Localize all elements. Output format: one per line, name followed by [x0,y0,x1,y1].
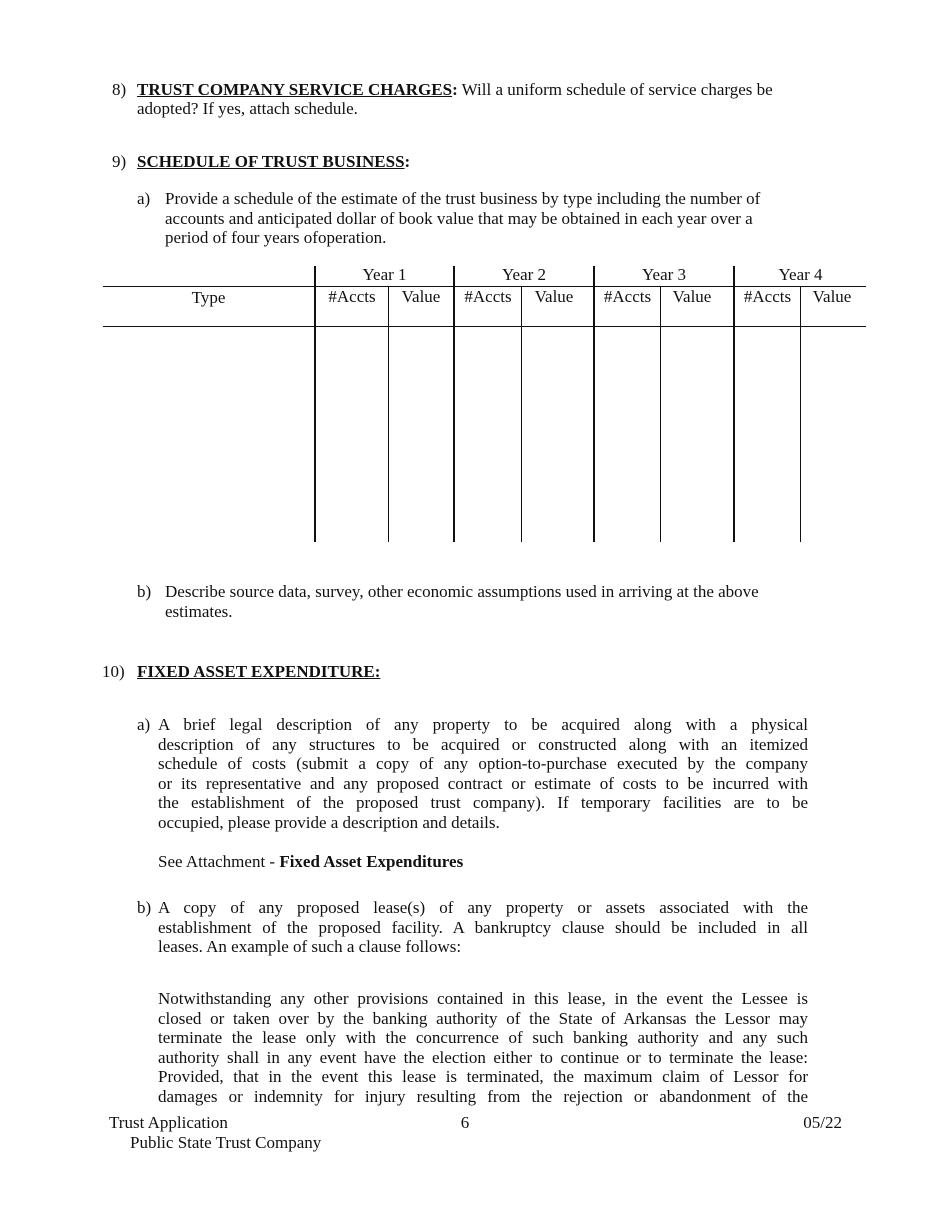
section-8-line1: TRUST COMPANY SERVICE CHARGES: Will a uniform schedule of service charges be [137,80,773,99]
table-subdivider [800,286,801,542]
year-4-value-header: Value [812,287,852,306]
year-3-accts-header: #Accts [603,287,652,306]
table-subdivider [521,286,522,542]
table-subdivider [660,286,661,542]
year-1-accts-header: #Accts [328,287,376,306]
footer-company: Public State Trust Company [130,1133,322,1152]
year-1-header: Year 1 [362,265,407,284]
year-2-accts-header: #Accts [464,287,512,306]
section-8-text: Will a uniform schedule of service charges be [457,80,773,99]
section-9a-marker: a) [137,189,151,208]
attachment-name: Fixed Asset Expenditures [279,852,464,871]
section-10-number: 10) [102,662,125,681]
section-10b-marker: b) [137,898,152,917]
footer-title: Trust Application [109,1113,228,1132]
year-4-header: Year 4 [778,265,823,284]
section-8-line2: adopted? If yes, attach schedule. [137,99,358,118]
table-subdivider [388,286,389,542]
table-body-rule [103,326,866,327]
footer-date-code: 05/22 [803,1113,842,1132]
section-10a-marker: a) [137,715,151,734]
year-3-header: Year 3 [641,265,687,284]
type-column-header: Type [191,288,226,307]
page-number: 6 [460,1113,470,1132]
year-1-value-header: Value [401,287,441,306]
table-divider [453,266,455,542]
section-9-heading: SCHEDULE OF TRUST BUSINESS [137,152,405,171]
table-divider [314,266,316,542]
table-divider [593,266,595,542]
section-10a-text: A brief legal description of any property to be acquired along with a physical description of any structures to be acquired or constructed along with an itemized schedule of costs (submit a copy of any option-to-purchase executed by the company or its representative and any proposed contract or estimate of costs to be incurred with the establishment of the proposed trust company). If temporary facilities are to be occupied, please provide a description and details. [158,715,808,832]
section-9b-text: Describe source data, survey, other economic assumptions used in arriving at the above estimates. [165,582,759,621]
attachment-reference: See Attachment - Fixed Asset Expenditures [158,852,464,871]
table-divider [733,266,735,542]
year-4-accts-header: #Accts [743,287,792,306]
section-10-heading: FIXED ASSET EXPENDITURE: [137,662,381,681]
section-10b-text: A copy of any proposed lease(s) of any property or assets associated with the establishment of the proposed facility. A bankruptcy clause should be included in all leases. An example of such a clause follows: [158,898,808,956]
section-8-number: 8) [112,80,127,99]
section-9b-marker: b) [137,582,152,601]
year-2-value-header: Value [534,287,574,306]
bankruptcy-clause: Notwithstanding any other provisions contained in this lease, in the event the Lessee is closed or taken over by the banking authority of the State of Arkansas the Lessor may terminate the lease only with the concurrence of such banking authority and any such authority shall in any event have the election either to continue or to terminate the lease: Provided, that in the event this lease is terminated, the maximum claim of Lessor for damages or indemnity for injury resulting from the rejection or abandonment of the [158,989,808,1106]
section-9-number: 9) [112,152,127,171]
section-9-heading-line: SCHEDULE OF TRUST BUSINESS: [137,152,411,171]
year-2-header: Year 2 [501,265,547,284]
section-9a-text: Provide a schedule of the estimate of the trust business by type including the number of accounts and anticipated dollar of book value that may be obtained in each year over a period of four years ofoperation. [165,189,761,247]
year-3-value-header: Value [672,287,712,306]
section-8-heading: TRUST COMPANY SERVICE CHARGES [137,80,453,99]
